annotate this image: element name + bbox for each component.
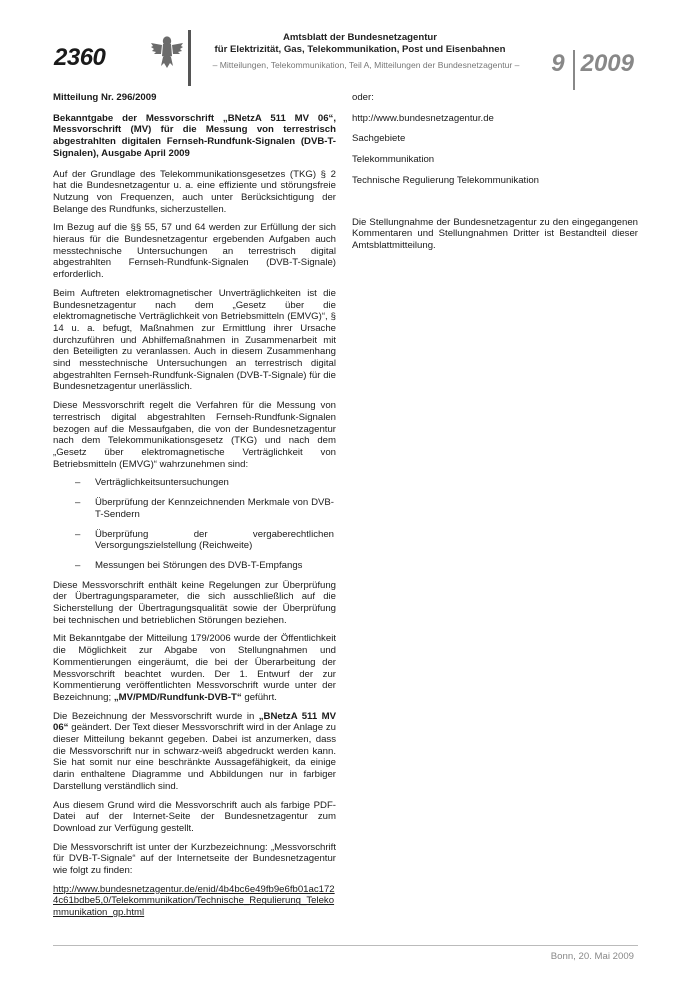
list-dash: –: [75, 477, 81, 489]
list-dash: –: [75, 559, 81, 571]
paragraph-7-start: Die Bezeichnung der Messvorschrift wurde in: [53, 710, 259, 722]
list-item-text: Überprüfung der vergaberechtlichen Versorgungszielstellung (Reichweite): [95, 528, 334, 552]
new-designation: „BNetzA 511 MV 06“: [53, 710, 336, 734]
paragraph-8: Aus diesem Grund wird die Messvorschrift auch als farbige PDF-Datei auf der Internet-Seite der Bundesnetzagentur zum Download zur Verfügung gestellt.: [53, 799, 336, 834]
task-list: [53, 477, 336, 571]
paragraph-2: Im Bezug auf die §§ 55, 57 und 64 werden zur Erfüllung der sich hieraus für die Bundesnetzagentur ergebenden Aufgaben auch messtechnische Untersuchungen an terrestrisch digital abgestrahlten Fernseh-Rundfunk-Signalen (DVB-T-Signale) erforderlich.: [53, 222, 336, 281]
paragraph-6-end: geführt.: [241, 691, 277, 703]
issue-label: [551, 44, 634, 84]
paragraph-9: Die Messvorschrift ist unter der Kurzbezeichnung: „Messvorschrift für DVB-T-Signale“ auf der Internetseite der Bundesnetzagentur wie folgt zu finden:: [53, 841, 336, 877]
notice-number: Mitteilung Nr. 296/2009: [53, 92, 157, 103]
website-link[interactable]: http://www.bundesnetzagentur.de: [352, 112, 494, 124]
download-link[interactable]: http://www.bundesnetzagentur.de/enid/4b4bc6e49fb9e6fb01ac1724c61bdbe5,0/Telekommunikation/Technische_Regulierung_Telekommunikation_gp.html: [53, 883, 335, 919]
nav-path-telekommunikation: Telekommunikation: [352, 154, 435, 166]
issue-separator: [573, 50, 575, 90]
list-item-text: Verträglichkeitsuntersuchungen: [95, 477, 229, 489]
list-dash: –: [75, 497, 81, 509]
paragraph-4: Diese Messvorschrift regelt die Verfahren für die Messung von terrestrisch digital abgestrahlten Fernseh-Rundfunk-Signalen bezogen auf die Messaufgaben, die von der Bundesnetzagentur nach dem Telekommunikationsgesetz (TKG) und nach dem „Gesetz über elektromagnetische Verträglichkeit von Betriebsmitteln (EMVG)“ wahrzunehmen sind:: [53, 400, 336, 470]
right-column: [352, 92, 638, 259]
download-link-container: [53, 884, 336, 919]
publication-title: [200, 32, 520, 56]
publication-title-line-2: für Elektrizität, Gas, Telekommunikation, Post und Eisenbahnen: [214, 44, 506, 55]
paragraph-3: Beim Auftreten elektromagnetischer Unverträglichkeiten ist die Bundesnetzagentur nach dem „Gesetz über die elektromagnetische Verträglichkeit von Betriebsmitteln (EMVG)“, § 14 u. a. befugt, Maßnahmen zur Ermittlung ihrer Ursache durchzuführen und Abhilfemaßnahmen in Zusammenarbeit mit den Beteiligten zu veranlassen. Auch in diesem Zusammenhang sind messtechnische Untersuchungen an terrestrisch digital abgestrahlten Fernseh-Rundfunk-Signalen (DVB-T-Signale) für die Bundesnetzagentur unerlässlich.: [53, 287, 336, 393]
list-item-text: Messungen bei Störungen des DVB-T-Empfangs: [95, 559, 303, 571]
nav-path-technische-regulierung: Technische Regulierung Telekommunikation: [352, 174, 540, 186]
paragraph-6: [53, 633, 336, 703]
paragraph-6-text: Mit Bekanntgabe der Mitteilung 179/2006 wurde der Öffentlichkeit die Möglichkeit zur Abgabe von Stellungnahmen und Kommentierungen eingeräumt, die bei der Überarbeitung der Messvorschrift beachtet wurden. Der 1. Entwurf der zur Kommentierung veröffentlichten Messvorschrift wurde unter der Bezeichnung;: [53, 633, 336, 703]
page-number: 2360: [54, 44, 106, 71]
footer-divider: [53, 945, 638, 946]
left-column: [53, 92, 336, 926]
list-item-text: Überprüfung der Kennzeichnenden Merkmale von DVB-T-Sendern: [95, 497, 334, 520]
closing-paragraph: Die Stellungnahme der Bundesnetzagentur zu den eingegangenen Kommentaren und Stellungnahmen Dritter ist Bestandteil dieser Amtsblattmitteilung.: [352, 216, 638, 251]
publication-subtitle: – Mitteilungen, Telekommunikation, Teil A, Mitteilungen der Bundesnetzagentur –: [212, 60, 520, 70]
footer-date: Bonn, 20. Mai 2009: [550, 951, 634, 962]
issue-number: 9: [551, 50, 565, 77]
paragraph-1: Auf der Grundlage des Telekommunikationsgesetzes (TKG) § 2 hat die Bundesnetzagentur u. a. eine effiziente und störungsfreie Nutzung von Frequenzen, auch unter Berücksichtigung der Belange des Rundfunks, sicherzustellen.: [53, 168, 336, 215]
list-item: [53, 497, 336, 520]
notice-title: Bekanntgabe der Messvorschrift „BNetzA 511 MV 06“, Messvorschrift (MV) für die Messung von terrestrisch abgestrahlten digitalen Fernseh-Rundfunk-Signalen (DVB-T-Signalen), Ausgabe April 2009: [53, 112, 336, 159]
list-item: [53, 560, 336, 572]
list-item: [53, 477, 336, 489]
header-divider: [188, 30, 191, 86]
publication-title-line-1: Amtsblatt der Bundesnetzagentur: [282, 32, 438, 43]
oder-label: oder:: [352, 92, 374, 103]
draft-designation: „MV/PMD/Rundfunk-DVB-T“: [113, 691, 242, 703]
list-dash: –: [75, 528, 81, 540]
paragraph-7: [53, 711, 336, 793]
nav-path-sachgebiete: Sachgebiete: [352, 133, 406, 145]
paragraph-7-rest: geändert. Der Text dieser Messvorschrift wird in der Anlage zu dieser Mitteilung bekannt gegeben. Dabei ist anzumerken, dass die Messvorschrift nur in schwarz-weiß abgedruckt werden kann. Sie hat somit nur eine beschränkte Aussagefähigkeit, da einige darin enthaltene Diagramme und Abbildungen nur in farbiger Darstellung verständlich sind.: [53, 722, 336, 792]
issue-year: 2009: [580, 50, 634, 77]
list-item: [53, 529, 336, 552]
paragraph-5: Diese Messvorschrift enthält keine Regelungen zur Überprüfung der Übertragungsparameter, die sich ausschließlich auf die Sicherstellung der Übertragungsqualität sowie der Überprüfung bei technischen und betrieblichen Störungen beziehen.: [53, 579, 336, 626]
federal-eagle-icon: [150, 32, 184, 70]
